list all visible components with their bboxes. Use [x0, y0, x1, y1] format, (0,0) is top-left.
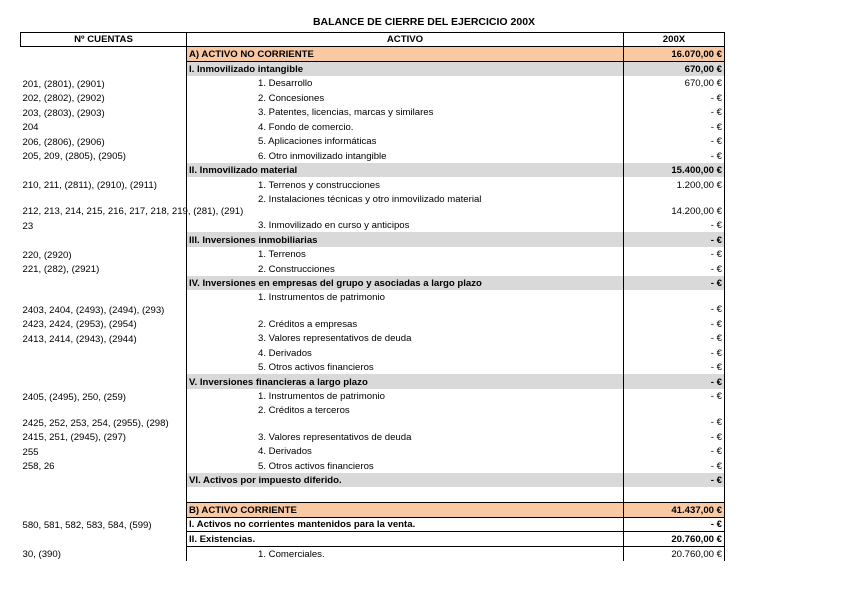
- amount-value: - €: [624, 316, 725, 331]
- amount-value: - €: [624, 360, 725, 375]
- account-codes: 221, (282), (2921): [22, 264, 100, 276]
- amount-value: - €: [624, 389, 725, 404]
- amount-value: - €: [624, 218, 725, 233]
- concept-label: III. Inversiones inmobiliarias: [187, 232, 624, 247]
- concept-label: 5. Otros activos financieros: [187, 360, 624, 375]
- table-row: [21, 487, 725, 503]
- account-codes: [21, 360, 187, 375]
- amount-value: 670,00 €: [624, 61, 725, 76]
- amount-value: 15.400,00 €: [624, 163, 725, 178]
- amount-value: - €: [624, 403, 725, 429]
- account-codes: 220, (2920): [22, 249, 72, 261]
- amount-value: - €: [624, 345, 725, 360]
- concept-label: VI. Activos por impuesto diferido.: [187, 473, 624, 488]
- table-row: [21, 163, 725, 178]
- account-codes: 205, 209, (2805), (2905): [22, 151, 126, 163]
- table-row: [21, 546, 725, 561]
- amount-value: - €: [624, 517, 725, 532]
- concept-label: 4. Derivados: [187, 444, 624, 459]
- concept-label: 2. Créditos a terceros: [187, 403, 624, 429]
- account-codes: [21, 503, 187, 518]
- table-row: [21, 61, 725, 76]
- table-row: [21, 232, 725, 247]
- account-codes: 210, 211, (2811), (2910), (2911): [22, 180, 157, 192]
- concept-label: 3. Valores representativos de deuda: [187, 331, 624, 346]
- amount-value: - €: [624, 290, 725, 316]
- concept-label: 3. Inmovilizado en curso y anticipos: [187, 218, 624, 233]
- concept-label: IV. Inversiones en empresas del grupo y asociadas a largo plazo: [187, 276, 624, 291]
- account-codes: [21, 532, 187, 547]
- account-codes: 201, (2801), (2901): [22, 78, 105, 90]
- concept-label: [187, 487, 624, 503]
- account-codes: [21, 473, 187, 488]
- concept-label: II. Inmovilizado material: [187, 163, 624, 178]
- account-codes: 30, (390): [22, 549, 61, 561]
- concept-label: A) ACTIVO NO CORRIENTE: [187, 47, 624, 62]
- table-row: [21, 218, 725, 233]
- table-row: [21, 473, 725, 488]
- table-row: [21, 192, 725, 218]
- amount-value: - €: [624, 148, 725, 163]
- account-codes: 203, (2803), (2903): [22, 107, 105, 119]
- concept-label: 2. Construcciones: [187, 261, 624, 276]
- account-codes: 212, 213, 214, 215, 216, 217, 218, 219, (281), (291): [22, 206, 244, 218]
- account-codes: 204: [22, 122, 39, 134]
- table-row: [21, 444, 725, 459]
- concept-label: II. Existencias.: [187, 532, 624, 547]
- amount-value: - €: [624, 374, 725, 389]
- concept-label: 3. Valores representativos de deuda: [187, 429, 624, 444]
- table-row: [21, 316, 725, 331]
- concept-label: 2. Créditos a empresas: [187, 316, 624, 331]
- table-row: [21, 360, 725, 375]
- header-concept: ACTIVO: [187, 33, 624, 47]
- header-accounts: Nº CUENTAS: [21, 33, 187, 47]
- concept-label: V. Inversiones financieras a largo plazo: [187, 374, 624, 389]
- concept-label: 5. Otros activos financieros: [187, 458, 624, 473]
- account-codes: 255: [22, 446, 39, 458]
- table-row: [21, 517, 725, 532]
- table-row: [21, 261, 725, 276]
- concept-label: 1. Terrenos: [187, 247, 624, 262]
- concept-label: I. Activos no corrientes mantenidos para la venta.: [187, 517, 624, 532]
- concept-label: 6. Otro inmovilizado intangible: [187, 148, 624, 163]
- table-row: [21, 90, 725, 105]
- table-row: [21, 148, 725, 163]
- concept-label: 5. Aplicaciones informáticas: [187, 134, 624, 149]
- amount-value: 41.437,00 €: [624, 503, 725, 518]
- account-codes: [21, 345, 187, 360]
- table-row: [21, 429, 725, 444]
- amount-value: - €: [624, 331, 725, 346]
- amount-value: - €: [624, 276, 725, 291]
- account-codes: [21, 374, 187, 389]
- account-codes: 580, 581, 582, 583, 584, (599): [22, 520, 152, 532]
- amount-value: 20.760,00 €: [624, 546, 725, 561]
- table-header-row: [21, 33, 725, 47]
- concept-label: 2. Instalaciones técnicas y otro inmovilizado material: [187, 192, 624, 218]
- concept-label: 1. Comerciales.: [187, 546, 624, 561]
- amount-value: 20.760,00 €: [624, 532, 725, 547]
- account-codes: [21, 61, 187, 76]
- amount-value: - €: [624, 119, 725, 134]
- account-codes: 2415, 251, (2945), (297): [22, 432, 126, 444]
- concept-label: B) ACTIVO CORRIENTE: [187, 503, 624, 518]
- amount-value: - €: [624, 444, 725, 459]
- concept-label: I. Inmovilizado intangible: [187, 61, 624, 76]
- amount-value: - €: [624, 232, 725, 247]
- concept-label: 1. Instrumentos de patrimonio: [187, 389, 624, 404]
- amount-value: - €: [624, 473, 725, 488]
- account-codes: [21, 163, 187, 178]
- account-codes: [21, 487, 187, 503]
- table-row: [21, 389, 725, 404]
- table-row: [21, 105, 725, 120]
- table-row: [21, 76, 725, 91]
- table-row: [21, 345, 725, 360]
- amount-value: - €: [624, 105, 725, 120]
- account-codes: 23: [22, 220, 34, 232]
- concept-label: 1. Instrumentos de patrimonio: [187, 290, 624, 316]
- table-row: [21, 503, 725, 518]
- table-row: [21, 276, 725, 291]
- concept-label: 4. Derivados: [187, 345, 624, 360]
- amount-value: - €: [624, 429, 725, 444]
- account-codes: [21, 232, 187, 247]
- amount-value: 1.200,00 €: [624, 177, 725, 192]
- amount-value: - €: [624, 134, 725, 149]
- account-codes: [21, 276, 187, 291]
- concept-label: 3. Patentes, licencias, marcas y similares: [187, 105, 624, 120]
- table-row: [21, 403, 725, 429]
- table-row: [21, 47, 725, 62]
- concept-label: 4. Fondo de comercio.: [187, 119, 624, 134]
- account-codes: 206, (2806), (2906): [22, 136, 105, 148]
- header-year: 200X: [624, 33, 725, 47]
- table-row: [21, 331, 725, 346]
- amount-value: - €: [624, 261, 725, 276]
- table-row: [21, 177, 725, 192]
- table-row: [21, 532, 725, 547]
- page-title: BALANCE DE CIERRE DEL EJERCICIO 200X: [312, 16, 536, 28]
- account-codes: 2425, 252, 253, 254, (2955), (298): [22, 417, 169, 429]
- account-codes: 2423, 2424, (2953), (2954): [22, 319, 137, 331]
- account-codes: [21, 47, 187, 62]
- table-row: [21, 134, 725, 149]
- amount-value: - €: [624, 247, 725, 262]
- amount-value: 16.070,00 €: [624, 47, 725, 62]
- table-row: [21, 119, 725, 134]
- amount-value: - €: [624, 90, 725, 105]
- account-codes: 2405, (2495), 250, (259): [22, 391, 126, 403]
- account-codes: 2403, 2404, (2493), (2494), (293): [22, 304, 165, 316]
- amount-value: - €: [624, 458, 725, 473]
- account-codes: 258, 26: [22, 461, 55, 473]
- amount-value: [624, 487, 725, 503]
- concept-label: 2. Concesiones: [187, 90, 624, 105]
- table-row: [21, 374, 725, 389]
- amount-value: 670,00 €: [624, 76, 725, 91]
- table-row: [21, 458, 725, 473]
- table-row: [21, 290, 725, 316]
- table-row: [21, 247, 725, 262]
- account-codes: 2413, 2414, (2943), (2944): [22, 333, 137, 345]
- concept-label: 1. Desarrollo: [187, 76, 624, 91]
- balance-table: [20, 32, 725, 561]
- account-codes: 202, (2802), (2902): [22, 93, 105, 105]
- amount-value: 14.200,00 €: [624, 192, 725, 218]
- concept-label: 1. Terrenos y construcciones: [187, 177, 624, 192]
